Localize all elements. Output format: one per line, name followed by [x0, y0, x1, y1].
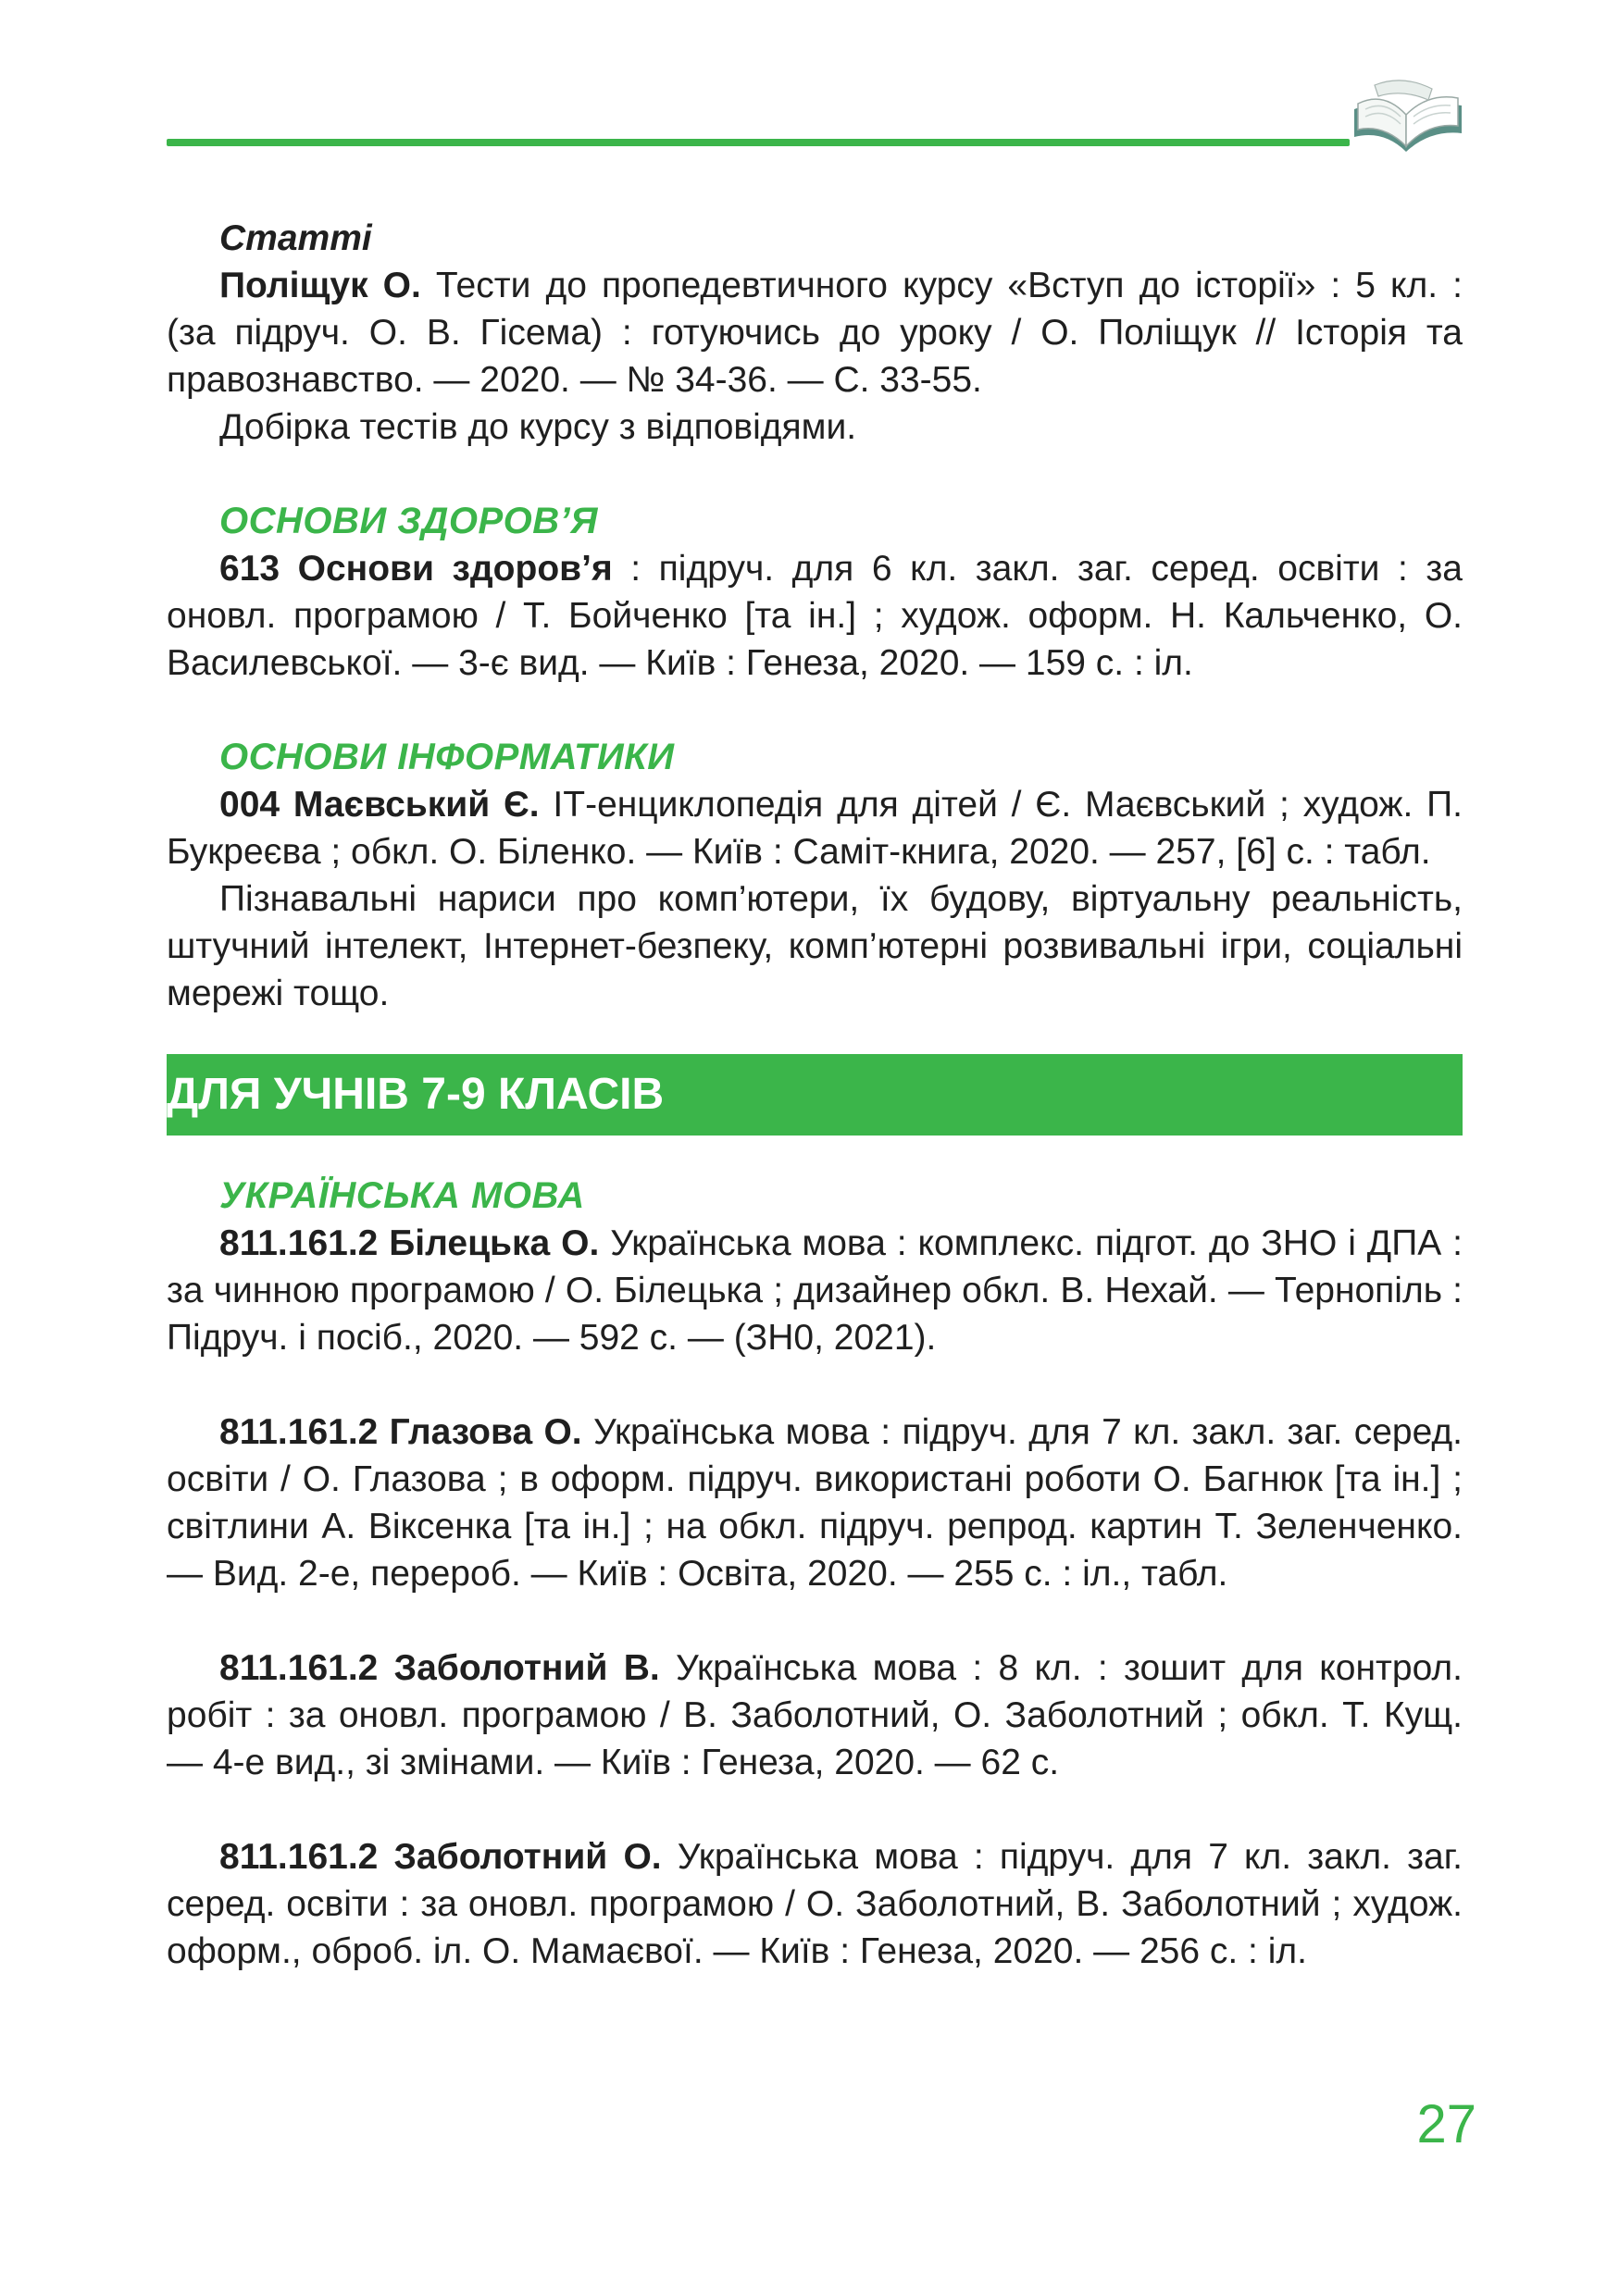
section-title-ukrainian: УКРАЇНСЬКА МОВА [219, 1175, 585, 1216]
entry-description: Українська мова : підруч. для 7 кл. закл. заг. серед. освіти / О. Глазова ; в оформ. підруч. використані роботи О. Багнюк [та ін.] ; світлини А. Віксенка [та ін.] ; на обкл. підруч. репрод. картин Т. Зеленченко. — Вид. 2-е, перероб. — Київ : Освіта, 2020. — 255 с. : іл., табл. [167, 1412, 1463, 1594]
entry-author: 613 Основи здоров’я [219, 549, 613, 589]
entry-author: 811.161.2 Заболотний О. [219, 1837, 662, 1877]
ukrainian-entry [167, 1833, 1463, 1975]
entry-author: Поліщук О. [219, 266, 421, 305]
ukrainian-entry [167, 1220, 1463, 1361]
entry-description: : підруч. для 6 кл. закл. заг. серед. освіти : за оновл. програмою / Т. Бойченко [та ін.] ; худож. оформ. Н. Кальченко, О. Василевської. — 3-є вид. — Київ : Генеза, 2020. — 159 с. : іл. [167, 549, 1463, 683]
header-rule [167, 139, 1350, 146]
entry-author: 811.161.2 Глазова О. [219, 1412, 582, 1452]
article-entry [167, 262, 1463, 403]
entry-description: Українська мова : комплекс. підгот. до ЗНО і ДПА : за чинною програмою / О. Білецька ; дизайнер обкл. В. Нехай. — Тернопіль : Підруч. і посіб., 2020. — 592 с. — (ЗН0, 2021). [167, 1223, 1463, 1358]
grade-banner: ДЛЯ УЧНІВ 7-9 КЛАСІВ [167, 1054, 1463, 1136]
informatics-annotation: Пізнавальні нариси про комп’ютери, їх будову, віртуальну реальність, штучний інтелект, Інтернет-безпеку, комп’ютерні розвивальні ігри, соціальні мережі тощо. [167, 879, 1463, 1013]
entry-description: ІТ-енциклопедія для дітей / Є. Маєвський ; худож. П. Букреєва ; обкл. О. Біленко. — Київ : Саміт-книга, 2020. — 257, [6] с. : табл. [167, 785, 1463, 872]
open-book-icon [1347, 72, 1467, 169]
page-content [167, 215, 1463, 1975]
entry-author: 811.161.2 Білецька О. [219, 1223, 600, 1263]
entry-description: Українська мова : 8 кл. : зошит для контрол. робіт : за оновл. програмою / В. Заболотний, О. Заболотний ; обкл. Т. Кущ. — 4-е вид., зі змінами. — Київ : Генеза, 2020. — 62 с. [167, 1648, 1463, 1782]
section-title-informatics: ОСНОВИ ІНФОРМАТИКИ [219, 737, 675, 777]
page-number: 27 [1416, 2094, 1476, 2154]
entry-author: 811.161.2 Заболотний В. [219, 1648, 660, 1688]
health-entry [167, 545, 1463, 687]
article-annotation: Добірка тестів до курсу з відповідями. [219, 407, 857, 447]
subsection-articles: Статті [219, 218, 372, 258]
ukrainian-entry [167, 1644, 1463, 1786]
entry-description: Українська мова : підруч. для 7 кл. закл. заг. серед. освіти : за оновл. програмою / О. Заболотний, В. Заболотний ; худож. оформ., оброб. іл. О. Мамаєвої. — Київ : Генеза, 2020. — 256 с. : іл. [167, 1837, 1463, 1971]
entry-description: Тести до пропедевтичного курсу «Вступ до історії» : 5 кл. : (за підруч. О. В. Гісема) : готуючись до уроку / О. Поліщук // Історія та правознавство. — 2020. — № 34-36. — С. 33-55. [167, 266, 1463, 400]
section-title-health: ОСНОВИ ЗДОРОВ’Я [219, 501, 598, 541]
entry-author: 004 Маєвський Є. [219, 785, 540, 825]
ukrainian-entry [167, 1409, 1463, 1597]
informatics-entry [167, 781, 1463, 875]
